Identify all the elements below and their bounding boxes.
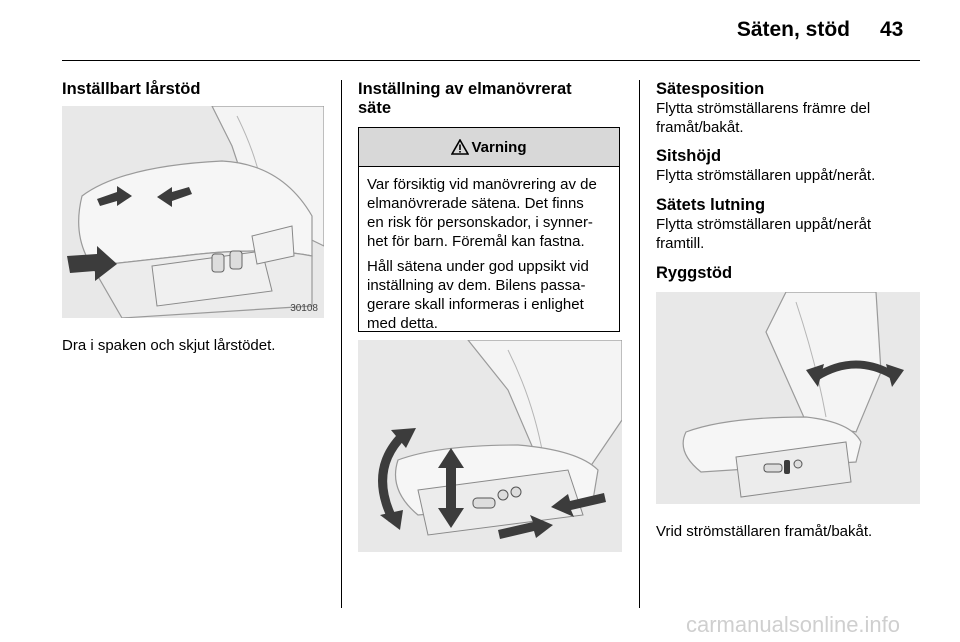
text-line: framtill. — [656, 235, 705, 252]
power-seat-figure — [358, 340, 622, 552]
warning-text-line: inställning av dem. Bilens passa- — [367, 277, 586, 294]
warning-text-line: en risk för personskador, i synner- — [367, 214, 593, 231]
warning-text-line: het för barn. Föremål kan fastna. — [367, 233, 585, 250]
thigh-support-figure — [62, 106, 324, 318]
warning-paragraph-2 — [367, 257, 613, 333]
seat-position-text — [656, 99, 870, 137]
warning-text-line: Var försiktig vid manövrering av de — [367, 176, 597, 193]
thigh-support-heading: Inställbart lårstöd — [62, 80, 201, 98]
text-line: Flytta strömställaren uppåt/neråt — [656, 216, 872, 233]
column-divider-1 — [341, 80, 342, 608]
seat-tilt-text — [656, 215, 871, 253]
backrest-illustration — [656, 292, 920, 504]
warning-box — [358, 127, 620, 332]
warning-text-line: gerare skall informeras i enlighet — [367, 296, 584, 313]
power-seat-heading-line-1: Inställning av elmanövrerat — [358, 80, 572, 98]
warning-text-line: elmanövrerade sätena. Det finns — [367, 195, 584, 212]
warning-body — [359, 167, 619, 333]
seat-height-heading: Sitshöjd — [656, 147, 722, 165]
seat-tilt-heading: Sätets lutning — [656, 196, 766, 214]
warning-paragraph-1 — [367, 175, 613, 251]
power-seat-heading-line-2: säte — [358, 99, 392, 117]
backrest-figure — [656, 292, 920, 504]
text-line: Flytta strömställarens främre del — [656, 100, 871, 117]
page-number: 43 — [880, 18, 904, 41]
warning-header — [359, 128, 619, 167]
warning-title: Varning — [471, 138, 527, 156]
backrest-caption: Vrid strömställaren framåt/bakåt. — [656, 523, 873, 540]
warning-text-line: Håll sätena under god uppsikt vid — [367, 258, 589, 275]
watermark: carmanualsonline.info — [686, 612, 901, 637]
warning-triangle-icon — [451, 139, 469, 155]
page-section-title: Säten, stöd — [736, 18, 850, 41]
seat-position-heading: Sätesposition — [656, 80, 765, 98]
warning-text-line: med detta. — [367, 315, 438, 332]
text-line: framåt/bakåt. — [656, 119, 744, 136]
backrest-heading: Ryggstöd — [656, 264, 733, 282]
seat-illustration — [62, 106, 324, 318]
figure-number: 30108 — [290, 303, 318, 314]
power-seat-illustration — [358, 340, 622, 552]
column-divider-2 — [639, 80, 640, 608]
thigh-support-caption: Dra i spaken och skjut lårstödet. — [62, 337, 276, 354]
seat-height-text: Flytta strömställaren uppåt/neråt. — [656, 167, 876, 184]
header-rule — [62, 60, 920, 61]
